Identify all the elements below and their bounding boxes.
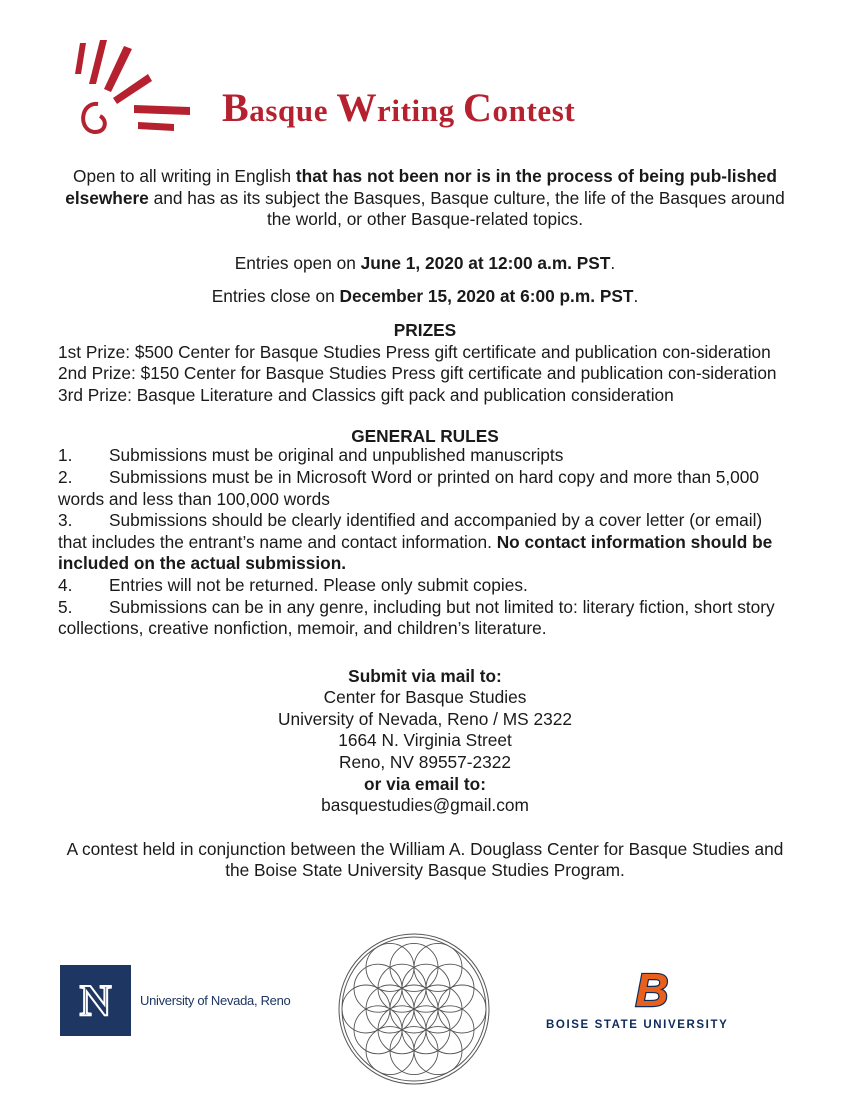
footer-note: A contest held in conjunction between the William A. Douglass Center for Basque Studies and the Boise State University Basque Studies Program.	[66, 838, 784, 881]
unr-letter: N	[79, 976, 112, 1025]
rule-item-4: 4. Entries will not be returned. Please only submit copies.	[58, 574, 528, 595]
rules-heading: GENERAL RULES	[351, 426, 499, 447]
bsu-letter: B	[635, 968, 669, 1012]
bsu-name: BOISE STATE UNIVERSITY	[546, 1019, 729, 1031]
rule-item-3: 3. Submissions should be clearly identified and accompanied by a cover letter (or email) that includes the entrant’s name and contact information. No contact information should be included on the actual submission.	[58, 510, 773, 574]
unr-logo	[60, 965, 131, 1036]
contact-email[interactable]: basquestudies@gmail.com	[321, 795, 529, 816]
rule-item-1: 1. Submissions must be original and unpublished manuscripts	[58, 445, 564, 466]
entries-close: Entries close on December 15, 2020 at 6:00 p.m. PST.	[211, 286, 639, 307]
rule-item-5: 5. Submissions can be in any genre, including but not limited to: literary fiction, short story collections, creative nonfiction, memoir, and children’s literature.	[58, 596, 775, 639]
page-title: Basque Writing Contest	[222, 85, 576, 130]
address-line: University of Nevada, Reno / MS 2322	[278, 708, 572, 729]
contest-logo-icon	[72, 36, 202, 146]
intro-paragraph: Open to all writing in English that has not been nor is in the process of being pub-lished elsewhere and has as its subject the Basques, Basque culture, the life of the Basques around the world, or other Basque-related topics.	[65, 166, 785, 230]
bsu-b-logo-icon	[618, 968, 682, 1012]
flower-of-life-icon	[338, 933, 490, 1085]
address-line: 1664 N. Virginia Street	[338, 730, 512, 751]
prize-item-2: 2nd Prize: $150 Center for Basque Studies Press gift certificate and publication con-sideration	[58, 363, 777, 384]
prize-item-1: 1st Prize: $500 Center for Basque Studies Press gift certificate and publication con-sideration	[58, 341, 771, 362]
prize-item-3: 3rd Prize: Basque Literature and Classics gift pack and publication consideration	[58, 384, 674, 405]
prizes-heading: PRIZES	[393, 319, 457, 340]
address-line: Center for Basque Studies	[323, 687, 527, 708]
mail-heading: Submit via mail to:	[348, 665, 502, 686]
email-heading: or via email to:	[364, 773, 486, 794]
unr-name: University of Nevada, Reno	[140, 993, 291, 1008]
rule-item-2: 2. Submissions must be in Microsoft Word or printed on hard copy and more than 5,000 words and less than 100,000 words	[58, 466, 759, 509]
unr-block-n-icon	[60, 965, 131, 1036]
address-line: Reno, NV 89557-2322	[339, 752, 511, 773]
entries-open: Entries open on June 1, 2020 at 12:00 a.m. PST.	[234, 252, 616, 273]
